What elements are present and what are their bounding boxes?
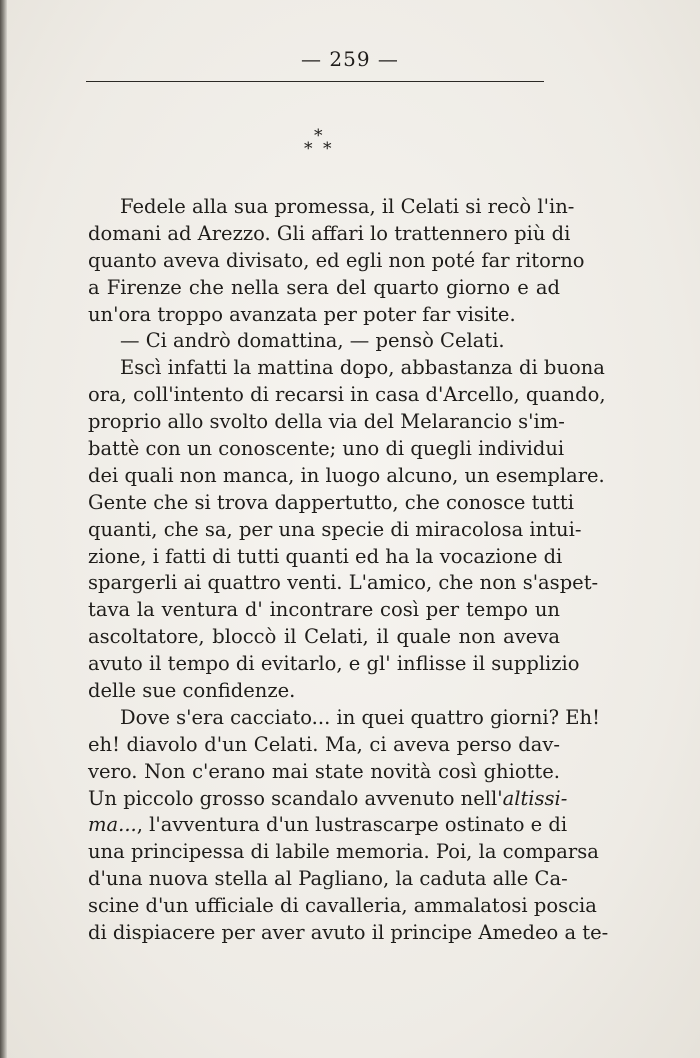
text-line: battè con un conoscente; uno di quegli individui — [88, 437, 565, 461]
asterism-star-top: * — [314, 126, 323, 146]
text-segment-italic: altissi- — [502, 786, 568, 810]
text-segment-italic: ma... — [88, 813, 137, 837]
text-line: scine d'un ufficiale di cavalleria, ammalatosi poscia — [88, 894, 597, 918]
text-line: proprio allo svolto della via del Melarancio s'im- — [88, 410, 565, 434]
asterism-star-left: * — [304, 139, 313, 159]
text-line: delle sue confidenze. — [88, 679, 296, 703]
text-line: quanto aveva divisato, ed egli non poté far ritorno — [88, 248, 585, 272]
page-gutter-shadow — [0, 0, 7, 1058]
text-line: a Firenze che nella sera del quarto giorno e ad — [88, 275, 560, 299]
text-segment: Un piccolo grosso scandalo avvenuto nell' — [88, 786, 503, 810]
text-line: tava la ventura d' incontrare così per tempo un — [88, 598, 560, 622]
asterism-star-right: * — [323, 139, 332, 159]
text-line: ascoltatore, bloccò il Celati, il quale non aveva — [88, 625, 560, 649]
text-line: avuto il tempo di evitarlo, e gl' inflisse il supplizio — [88, 652, 580, 676]
text-line: dei quali non manca, in luogo alcuno, un esemplare. — [88, 463, 605, 487]
text-line: una principessa di labile memoria. Poi, la comparsa — [88, 840, 599, 864]
text-segment: , l'avventura d'un lustrascarpe ostinato e di — [136, 813, 568, 837]
header-rule — [86, 81, 544, 82]
text-line: spargerli ai quattro venti. L'amico, che non s'aspet- — [88, 571, 599, 595]
text-line: — Ci andrò domattina, — pensò Celati. — [120, 329, 505, 353]
text-line: di dispiacere per aver avuto il principe Amedeo a te- — [88, 921, 609, 945]
text-line: Gente che si trova dappertutto, che conosce tutti — [88, 490, 574, 514]
text-line: ora, coll'intento di recarsi in casa d'Arcello, quando, — [88, 383, 606, 407]
text-line: eh! diavolo d'un Celati. Ma, ci aveva perso dav- — [88, 732, 560, 756]
text-line: domani ad Arezzo. Gli affari lo trattennero più di — [88, 221, 571, 245]
text-line: un'ora troppo avanzata per poter far visite. — [88, 302, 516, 326]
text-line: Dove s'era cacciato... in quei quattro giorni? Eh! — [120, 705, 600, 729]
text-line: Fedele alla sua promessa, il Celati si recò l'in- — [120, 195, 575, 218]
body-text — [88, 194, 609, 947]
text-line — [88, 812, 568, 839]
text-line — [88, 786, 568, 813]
text-line: d'una nuova stella al Pagliano, la caduta alle Ca- — [88, 867, 568, 891]
text-line: zione, i fatti di tutti quanti ed ha la vocazione di — [88, 544, 563, 568]
text-line: vero. Non c'erano mai state novità così ghiotte. — [88, 759, 560, 783]
section-break-asterism — [296, 128, 352, 168]
page-number: — 259 — — [301, 47, 399, 71]
text-line: quanti, che sa, per una specie di miracolosa intui- — [88, 517, 582, 541]
text-line: Escì infatti la mattina dopo, abbastanza di buona — [120, 356, 605, 380]
